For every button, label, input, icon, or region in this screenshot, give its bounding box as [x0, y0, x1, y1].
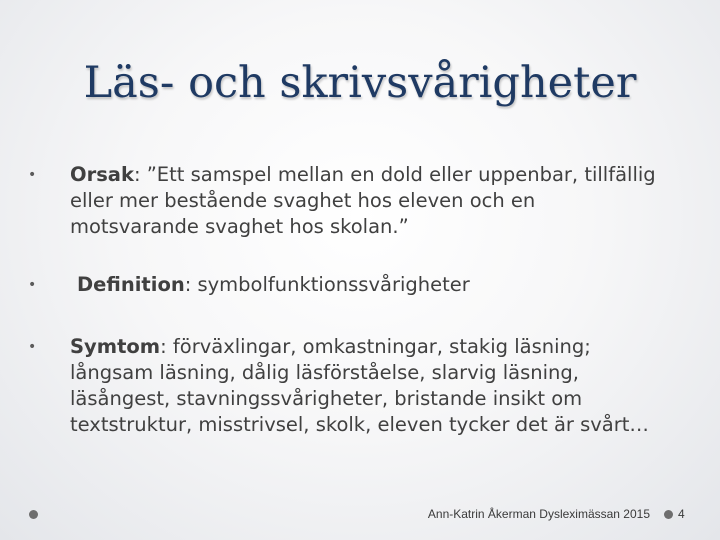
slide-title: Läs- och skrivsvårigheter	[83, 58, 637, 108]
bullet-item-definition	[28, 272, 668, 298]
bullet-text: : symbolfunktionssvårigheter	[184, 273, 470, 296]
slide-footer	[0, 506, 720, 524]
bullet-term: Definition	[77, 273, 185, 296]
footer-dot-right	[664, 510, 673, 519]
bullet-text: : ”Ett samspel mellan en dold eller uppenbar, tillfällig eller mer bestående svaghet hos eleven och en motsvarande svaghet hos skolan.”	[70, 163, 656, 238]
bullet-item-symtom	[28, 334, 668, 438]
bullet-marker: •	[28, 277, 37, 293]
bullet-marker: •	[28, 339, 37, 355]
bullet-list	[28, 162, 668, 438]
bullet-term: Symtom	[70, 335, 161, 358]
footer-text: Ann-Katrin Åkerman Dysleximässan 2015	[427, 507, 650, 521]
bullet-term: Orsak	[70, 163, 134, 186]
bullet-marker: •	[28, 167, 37, 183]
footer-dot-left	[29, 510, 38, 519]
bullet-item-orsak	[28, 162, 668, 240]
page-number: 4	[678, 507, 685, 521]
bullet-text: : förväxlingar, omkastningar, stakig läsning; långsam läsning, dålig läsförståelse, slarvig läsning, läsångest, stavningssvårigheter, bristande insikt om textstruktur, misstrivsel, skolk, eleven tycker det är svårt…	[70, 335, 649, 436]
